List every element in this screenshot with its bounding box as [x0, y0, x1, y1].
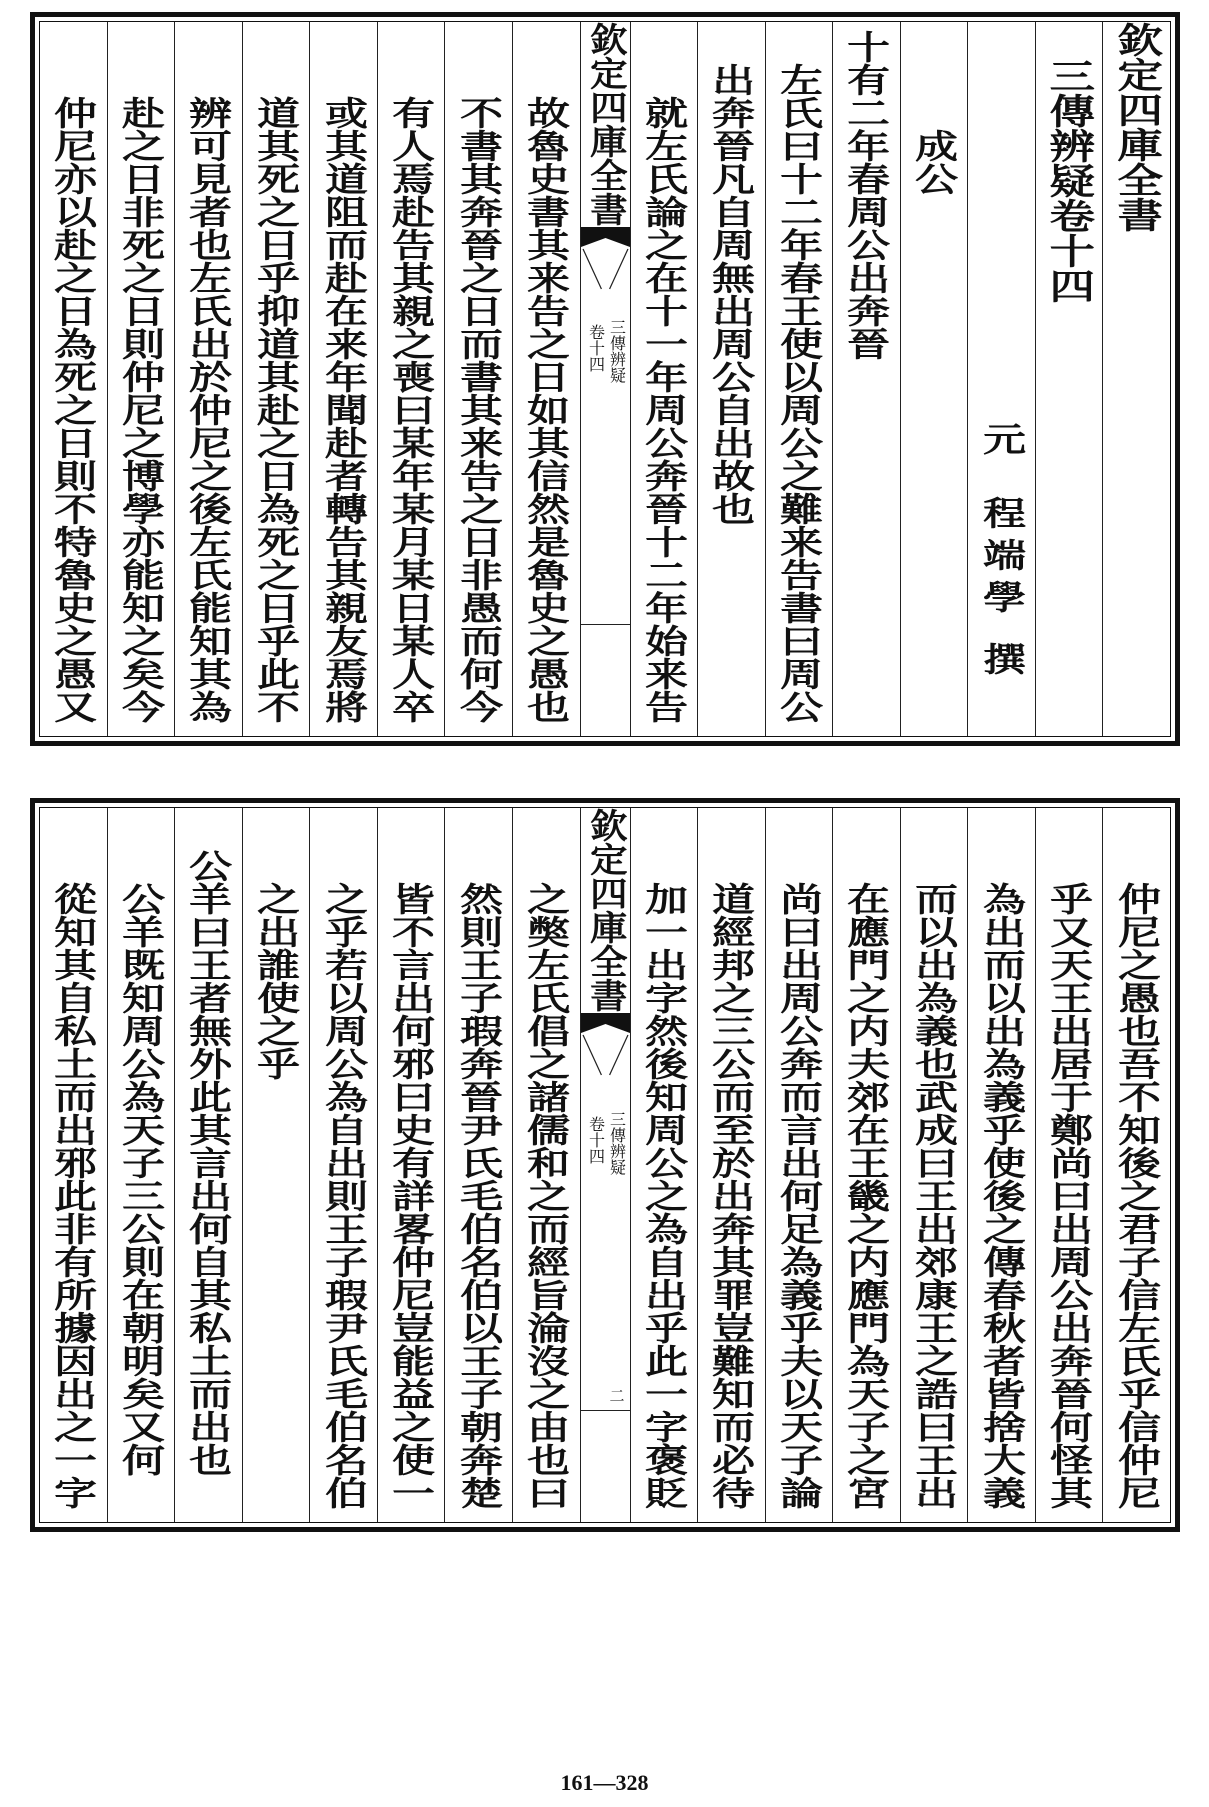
fold-volume: 卷十四: [586, 1116, 606, 1164]
fold-rule: [581, 624, 630, 625]
section-column: [900, 22, 968, 736]
fold-column: [580, 22, 630, 736]
argument-line: 之獘左氏倡之諸儒和之而經旨淪沒之由也曰: [520, 882, 572, 1509]
argument-line: 不書其奔晉之日而書其来告之日非愚而何今: [453, 96, 505, 723]
text-column: [1102, 808, 1170, 1522]
fishtail-mark: [581, 1013, 630, 1093]
commentary-line: 左氏曰十二年春王使以周公之難来告書曰周公: [773, 63, 825, 723]
argument-line: 仲尼亦以赴之日為死之日則不特魯史之愚又: [47, 96, 99, 723]
leaf-lower-frame: [39, 807, 1171, 1523]
argument-line: 乎又天王出居于鄭尚曰出周公出奔晉何怪其: [1043, 882, 1095, 1509]
author-column: [967, 22, 1035, 736]
argument-line: 或其道阻而赴在来年聞赴者轉告其親友焉將: [318, 96, 369, 723]
commentary-line: 出奔晉凡自周無出周公自出故也: [705, 63, 757, 525]
fold-series-title: 欽定四庫全書: [583, 22, 627, 226]
text-column: [309, 808, 377, 1522]
argument-line: 之乎若以周公為自出則王子瑕尹氏毛伯名伯: [318, 882, 369, 1509]
text-column: [107, 22, 175, 736]
text-column: [444, 22, 512, 736]
leaf-upper-frame: [39, 21, 1171, 737]
text-column: [40, 808, 107, 1522]
text-column: [967, 808, 1035, 1522]
fold-volume: 卷十四: [586, 324, 606, 372]
leaf-upper: [30, 12, 1180, 746]
argument-line: 然則王子瑕奔晉尹氏毛伯名伯以王子朝奔楚: [453, 882, 505, 1509]
text-column: [512, 808, 580, 1522]
text-column: [630, 808, 698, 1522]
argument-line: 道其死之日乎抑道其赴之日為死之日乎此不: [250, 96, 302, 723]
fold-rule: [581, 1410, 630, 1411]
text-column: [765, 808, 833, 1522]
fold-series-title: 欽定四庫全書: [583, 808, 627, 1012]
entry-column: [832, 22, 900, 736]
argument-line: 仲尼之愚也吾不知後之君子信左氏乎信仲尼: [1111, 882, 1163, 1509]
argument-line: 在應門之内夫郊在王畿之内應門為天子之宮: [841, 882, 892, 1509]
section-title: 成公: [908, 129, 960, 195]
argument-line: 就左氏論之在十一年周公奔晉十二年始来告: [638, 96, 690, 723]
argument-line: 加一出字然後知周公之為自出乎此一字褒貶: [638, 882, 690, 1509]
argument-line: 有人焉赴告其親之喪曰某年某月某日某人卒: [385, 96, 437, 723]
text-column: [765, 22, 833, 736]
book-heading-column: [1035, 22, 1103, 736]
text-column: [174, 808, 242, 1522]
argument-line: 赴之日非死之日則仲尼之博學亦能知之矣今: [115, 96, 167, 723]
text-column: [512, 22, 580, 736]
commentary-line: 公羊曰王者無外此其言出何自其私土而出也: [183, 849, 234, 1476]
book-heading: 三傳辨疑卷十四: [1042, 58, 1096, 303]
text-column: [40, 22, 107, 736]
argument-line: 皆不言出何邪曰史有詳畧仲尼豈能益之使一: [385, 882, 437, 1509]
text-column: [444, 808, 512, 1522]
text-column: [832, 808, 900, 1522]
argument-line: 尚曰出周公奔而言出何足為義乎夫以天子論: [773, 882, 825, 1509]
argument-line: 之出誰使之乎: [250, 882, 302, 1080]
text-column: [377, 808, 445, 1522]
text-column: [697, 22, 765, 736]
text-column: [630, 22, 698, 736]
author-role: 撰: [976, 642, 1027, 675]
argument-line: 從知其自私土而出邪此非有所據因出之一字: [47, 882, 99, 1509]
fold-leaf-number: 二: [607, 1388, 626, 1403]
argument-line: 故魯史書其来告之日如其信然是魯史之愚也: [520, 96, 572, 723]
text-column: [242, 808, 310, 1522]
text-column: [107, 808, 175, 1522]
text-column: [697, 808, 765, 1522]
text-column: [377, 22, 445, 736]
fold-book-title: 三傳辨疑: [607, 319, 627, 383]
text-column: [309, 22, 377, 736]
fold-book-title: 三傳辨疑: [607, 1111, 627, 1175]
argument-line: 公羊既知周公為天子三公則在朝明矣又何: [115, 882, 167, 1476]
text-column: [242, 22, 310, 736]
series-title-column: [1102, 22, 1170, 736]
argument-line: 而以出為義也武成曰王出郊康王之誥曰王出: [908, 882, 960, 1509]
argument-line: 道經邦之三公而至於出奔其罪豈難知而必待: [705, 882, 757, 1509]
fishtail-mark: [581, 227, 630, 307]
text-column: [174, 22, 242, 736]
argument-line: 辨可見者也左氏出於仲尼之後左氏能知其為: [183, 96, 234, 723]
fold-column: [580, 808, 630, 1522]
author-name: 程端學: [976, 496, 1027, 622]
argument-line: 為出而以出為義乎使後之傳春秋者皆捨大義: [976, 882, 1027, 1509]
series-title: 欽定四庫全書: [1110, 22, 1164, 232]
entry-heading: 十有二年春周公出奔晉: [841, 30, 892, 360]
leaf-lower: [30, 798, 1180, 1532]
footer-page-number: 161—328: [560, 1770, 649, 1795]
text-column: [900, 808, 968, 1522]
author-dynasty: 元: [976, 422, 1027, 455]
text-column: [1035, 808, 1103, 1522]
